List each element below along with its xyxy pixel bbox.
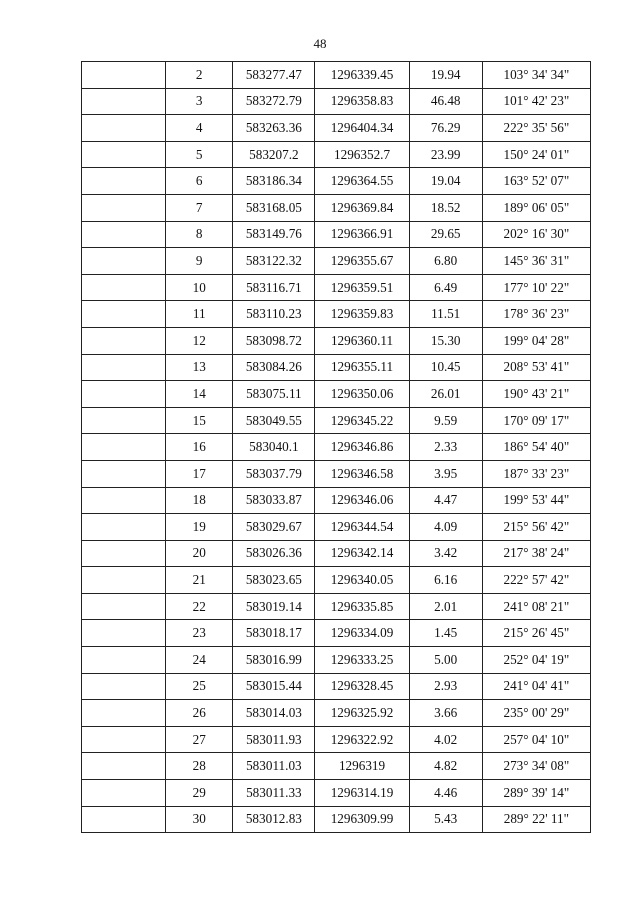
bearing-angle-cell: 289° 39' 14" xyxy=(482,780,590,807)
segment-length-cell: 4.46 xyxy=(409,780,482,807)
table-row xyxy=(82,381,591,408)
x-coordinate-cell: 583272.79 xyxy=(233,88,315,115)
bearing-angle-cell: 103° 34' 34" xyxy=(482,62,590,89)
blank-cell xyxy=(82,673,166,700)
point-number-cell: 16 xyxy=(166,434,233,461)
point-number-cell: 23 xyxy=(166,620,233,647)
x-coordinate-cell: 583149.76 xyxy=(233,221,315,248)
blank-cell xyxy=(82,221,166,248)
segment-length-cell: 10.45 xyxy=(409,354,482,381)
bearing-angle-cell: 241° 08' 21" xyxy=(482,593,590,620)
point-number-cell: 26 xyxy=(166,700,233,727)
y-coordinate-cell: 1296369.84 xyxy=(315,194,409,221)
point-number-cell: 6 xyxy=(166,168,233,195)
blank-cell xyxy=(82,567,166,594)
bearing-angle-cell: 241° 04' 41" xyxy=(482,673,590,700)
table-row xyxy=(82,274,591,301)
point-number-cell: 18 xyxy=(166,487,233,514)
table-row xyxy=(82,115,591,142)
x-coordinate-cell: 583049.55 xyxy=(233,407,315,434)
x-coordinate-cell: 583011.33 xyxy=(233,780,315,807)
table-row xyxy=(82,248,591,275)
segment-length-cell: 19.04 xyxy=(409,168,482,195)
table-row xyxy=(82,753,591,780)
x-coordinate-cell: 583207.2 xyxy=(233,141,315,168)
point-number-cell: 10 xyxy=(166,274,233,301)
bearing-angle-cell: 101° 42' 23" xyxy=(482,88,590,115)
segment-length-cell: 26.01 xyxy=(409,381,482,408)
segment-length-cell: 29.65 xyxy=(409,221,482,248)
table-row xyxy=(82,700,591,727)
point-number-cell: 24 xyxy=(166,647,233,674)
x-coordinate-cell: 583033.87 xyxy=(233,487,315,514)
x-coordinate-cell: 583040.1 xyxy=(233,434,315,461)
point-number-cell: 30 xyxy=(166,806,233,833)
point-number-cell: 7 xyxy=(166,194,233,221)
segment-length-cell: 15.30 xyxy=(409,327,482,354)
bearing-angle-cell: 222° 57' 42" xyxy=(482,567,590,594)
point-number-cell: 15 xyxy=(166,407,233,434)
table-row xyxy=(82,460,591,487)
table-row xyxy=(82,567,591,594)
blank-cell xyxy=(82,62,166,89)
blank-cell xyxy=(82,647,166,674)
x-coordinate-cell: 583122.32 xyxy=(233,248,315,275)
point-number-cell: 21 xyxy=(166,567,233,594)
blank-cell xyxy=(82,194,166,221)
table-row xyxy=(82,434,591,461)
table-row xyxy=(82,88,591,115)
segment-length-cell: 2.33 xyxy=(409,434,482,461)
table-row xyxy=(82,726,591,753)
x-coordinate-cell: 583023.65 xyxy=(233,567,315,594)
point-number-cell: 27 xyxy=(166,726,233,753)
x-coordinate-cell: 583015.44 xyxy=(233,673,315,700)
y-coordinate-cell: 1296364.55 xyxy=(315,168,409,195)
y-coordinate-cell: 1296342.14 xyxy=(315,540,409,567)
point-number-cell: 13 xyxy=(166,354,233,381)
bearing-angle-cell: 199° 04' 28" xyxy=(482,327,590,354)
blank-cell xyxy=(82,274,166,301)
x-coordinate-cell: 583168.05 xyxy=(233,194,315,221)
table-row xyxy=(82,194,591,221)
x-coordinate-cell: 583116.71 xyxy=(233,274,315,301)
table-row xyxy=(82,354,591,381)
segment-length-cell: 5.00 xyxy=(409,647,482,674)
bearing-angle-cell: 186° 54' 40" xyxy=(482,434,590,461)
x-coordinate-cell: 583075.11 xyxy=(233,381,315,408)
x-coordinate-cell: 583019.14 xyxy=(233,593,315,620)
blank-cell xyxy=(82,780,166,807)
y-coordinate-cell: 1296340.05 xyxy=(315,567,409,594)
y-coordinate-cell: 1296366.91 xyxy=(315,221,409,248)
bearing-angle-cell: 252° 04' 19" xyxy=(482,647,590,674)
table-row xyxy=(82,487,591,514)
table-row xyxy=(82,407,591,434)
y-coordinate-cell: 1296345.22 xyxy=(315,407,409,434)
table-row xyxy=(82,806,591,833)
point-number-cell: 22 xyxy=(166,593,233,620)
point-number-cell: 19 xyxy=(166,514,233,541)
y-coordinate-cell: 1296350.06 xyxy=(315,381,409,408)
segment-length-cell: 4.47 xyxy=(409,487,482,514)
segment-length-cell: 3.95 xyxy=(409,460,482,487)
point-number-cell: 12 xyxy=(166,327,233,354)
y-coordinate-cell: 1296319 xyxy=(315,753,409,780)
bearing-angle-cell: 178° 36' 23" xyxy=(482,301,590,328)
bearing-angle-cell: 199° 53' 44" xyxy=(482,487,590,514)
y-coordinate-cell: 1296339.45 xyxy=(315,62,409,89)
point-number-cell: 8 xyxy=(166,221,233,248)
blank-cell xyxy=(82,806,166,833)
y-coordinate-cell: 1296325.92 xyxy=(315,700,409,727)
table-row xyxy=(82,540,591,567)
segment-length-cell: 3.66 xyxy=(409,700,482,727)
x-coordinate-cell: 583029.67 xyxy=(233,514,315,541)
segment-length-cell: 6.16 xyxy=(409,567,482,594)
segment-length-cell: 46.48 xyxy=(409,88,482,115)
x-coordinate-cell: 583037.79 xyxy=(233,460,315,487)
segment-length-cell: 1.45 xyxy=(409,620,482,647)
bearing-angle-cell: 177° 10' 22" xyxy=(482,274,590,301)
bearing-angle-cell: 208° 53' 41" xyxy=(482,354,590,381)
table-row xyxy=(82,221,591,248)
point-number-cell: 4 xyxy=(166,115,233,142)
y-coordinate-cell: 1296346.86 xyxy=(315,434,409,461)
x-coordinate-cell: 583011.93 xyxy=(233,726,315,753)
table-row xyxy=(82,593,591,620)
blank-cell xyxy=(82,726,166,753)
y-coordinate-cell: 1296322.92 xyxy=(315,726,409,753)
y-coordinate-cell: 1296352.7 xyxy=(315,141,409,168)
x-coordinate-cell: 583186.34 xyxy=(233,168,315,195)
segment-length-cell: 4.09 xyxy=(409,514,482,541)
blank-cell xyxy=(82,115,166,142)
x-coordinate-cell: 583277.47 xyxy=(233,62,315,89)
segment-length-cell: 2.01 xyxy=(409,593,482,620)
y-coordinate-cell: 1296359.51 xyxy=(315,274,409,301)
point-number-cell: 9 xyxy=(166,248,233,275)
blank-cell xyxy=(82,460,166,487)
x-coordinate-cell: 583084.26 xyxy=(233,354,315,381)
segment-length-cell: 11.51 xyxy=(409,301,482,328)
blank-cell xyxy=(82,327,166,354)
bearing-angle-cell: 215° 56' 42" xyxy=(482,514,590,541)
bearing-angle-cell: 257° 04' 10" xyxy=(482,726,590,753)
segment-length-cell: 76.29 xyxy=(409,115,482,142)
segment-length-cell: 19.94 xyxy=(409,62,482,89)
blank-cell xyxy=(82,593,166,620)
blank-cell xyxy=(82,354,166,381)
bearing-angle-cell: 289° 22' 11" xyxy=(482,806,590,833)
segment-length-cell: 4.02 xyxy=(409,726,482,753)
segment-length-cell: 2.93 xyxy=(409,673,482,700)
point-number-cell: 2 xyxy=(166,62,233,89)
blank-cell xyxy=(82,248,166,275)
y-coordinate-cell: 1296346.58 xyxy=(315,460,409,487)
blank-cell xyxy=(82,620,166,647)
x-coordinate-cell: 583011.03 xyxy=(233,753,315,780)
point-number-cell: 25 xyxy=(166,673,233,700)
blank-cell xyxy=(82,168,166,195)
bearing-angle-cell: 202° 16' 30" xyxy=(482,221,590,248)
table-row xyxy=(82,301,591,328)
bearing-angle-cell: 222° 35' 56" xyxy=(482,115,590,142)
point-number-cell: 29 xyxy=(166,780,233,807)
page-number: 48 xyxy=(313,36,327,51)
y-coordinate-cell: 1296335.85 xyxy=(315,593,409,620)
bearing-angle-cell: 190° 43' 21" xyxy=(482,381,590,408)
y-coordinate-cell: 1296346.06 xyxy=(315,487,409,514)
table-row xyxy=(82,327,591,354)
bearing-angle-cell: 215° 26' 45" xyxy=(482,620,590,647)
bearing-angle-cell: 170° 09' 17" xyxy=(482,407,590,434)
blank-cell xyxy=(82,141,166,168)
blank-cell xyxy=(82,434,166,461)
x-coordinate-cell: 583012.83 xyxy=(233,806,315,833)
y-coordinate-cell: 1296328.45 xyxy=(315,673,409,700)
table-row xyxy=(82,780,591,807)
point-number-cell: 11 xyxy=(166,301,233,328)
segment-length-cell: 4.82 xyxy=(409,753,482,780)
y-coordinate-cell: 1296358.83 xyxy=(315,88,409,115)
y-coordinate-cell: 1296404.34 xyxy=(315,115,409,142)
table-row xyxy=(82,141,591,168)
segment-length-cell: 6.49 xyxy=(409,274,482,301)
blank-cell xyxy=(82,381,166,408)
blank-cell xyxy=(82,301,166,328)
table-row xyxy=(82,168,591,195)
table-row xyxy=(82,620,591,647)
point-number-cell: 20 xyxy=(166,540,233,567)
x-coordinate-cell: 583018.17 xyxy=(233,620,315,647)
segment-length-cell: 3.42 xyxy=(409,540,482,567)
blank-cell xyxy=(82,407,166,434)
bearing-angle-cell: 187° 33' 23" xyxy=(482,460,590,487)
x-coordinate-cell: 583110.23 xyxy=(233,301,315,328)
y-coordinate-cell: 1296360.11 xyxy=(315,327,409,354)
coordinates-table-body xyxy=(82,62,591,833)
y-coordinate-cell: 1296334.09 xyxy=(315,620,409,647)
coordinates-table xyxy=(81,61,591,833)
y-coordinate-cell: 1296333.25 xyxy=(315,647,409,674)
blank-cell xyxy=(82,514,166,541)
bearing-angle-cell: 189° 06' 05" xyxy=(482,194,590,221)
x-coordinate-cell: 583014.03 xyxy=(233,700,315,727)
x-coordinate-cell: 583098.72 xyxy=(233,327,315,354)
y-coordinate-cell: 1296359.83 xyxy=(315,301,409,328)
blank-cell xyxy=(82,753,166,780)
blank-cell xyxy=(82,700,166,727)
table-row xyxy=(82,647,591,674)
bearing-angle-cell: 235° 00' 29" xyxy=(482,700,590,727)
bearing-angle-cell: 273° 34' 08" xyxy=(482,753,590,780)
segment-length-cell: 6.80 xyxy=(409,248,482,275)
bearing-angle-cell: 145° 36' 31" xyxy=(482,248,590,275)
point-number-cell: 14 xyxy=(166,381,233,408)
point-number-cell: 3 xyxy=(166,88,233,115)
y-coordinate-cell: 1296344.54 xyxy=(315,514,409,541)
table-row xyxy=(82,62,591,89)
y-coordinate-cell: 1296309.99 xyxy=(315,806,409,833)
y-coordinate-cell: 1296355.11 xyxy=(315,354,409,381)
x-coordinate-cell: 583263.36 xyxy=(233,115,315,142)
bearing-angle-cell: 217° 38' 24" xyxy=(482,540,590,567)
blank-cell xyxy=(82,540,166,567)
segment-length-cell: 5.43 xyxy=(409,806,482,833)
bearing-angle-cell: 150° 24' 01" xyxy=(482,141,590,168)
x-coordinate-cell: 583016.99 xyxy=(233,647,315,674)
segment-length-cell: 23.99 xyxy=(409,141,482,168)
point-number-cell: 28 xyxy=(166,753,233,780)
blank-cell xyxy=(82,88,166,115)
point-number-cell: 5 xyxy=(166,141,233,168)
y-coordinate-cell: 1296314.19 xyxy=(315,780,409,807)
y-coordinate-cell: 1296355.67 xyxy=(315,248,409,275)
bearing-angle-cell: 163° 52' 07" xyxy=(482,168,590,195)
point-number-cell: 17 xyxy=(166,460,233,487)
segment-length-cell: 9.59 xyxy=(409,407,482,434)
segment-length-cell: 18.52 xyxy=(409,194,482,221)
table-row xyxy=(82,514,591,541)
blank-cell xyxy=(82,487,166,514)
table-row xyxy=(82,673,591,700)
x-coordinate-cell: 583026.36 xyxy=(233,540,315,567)
